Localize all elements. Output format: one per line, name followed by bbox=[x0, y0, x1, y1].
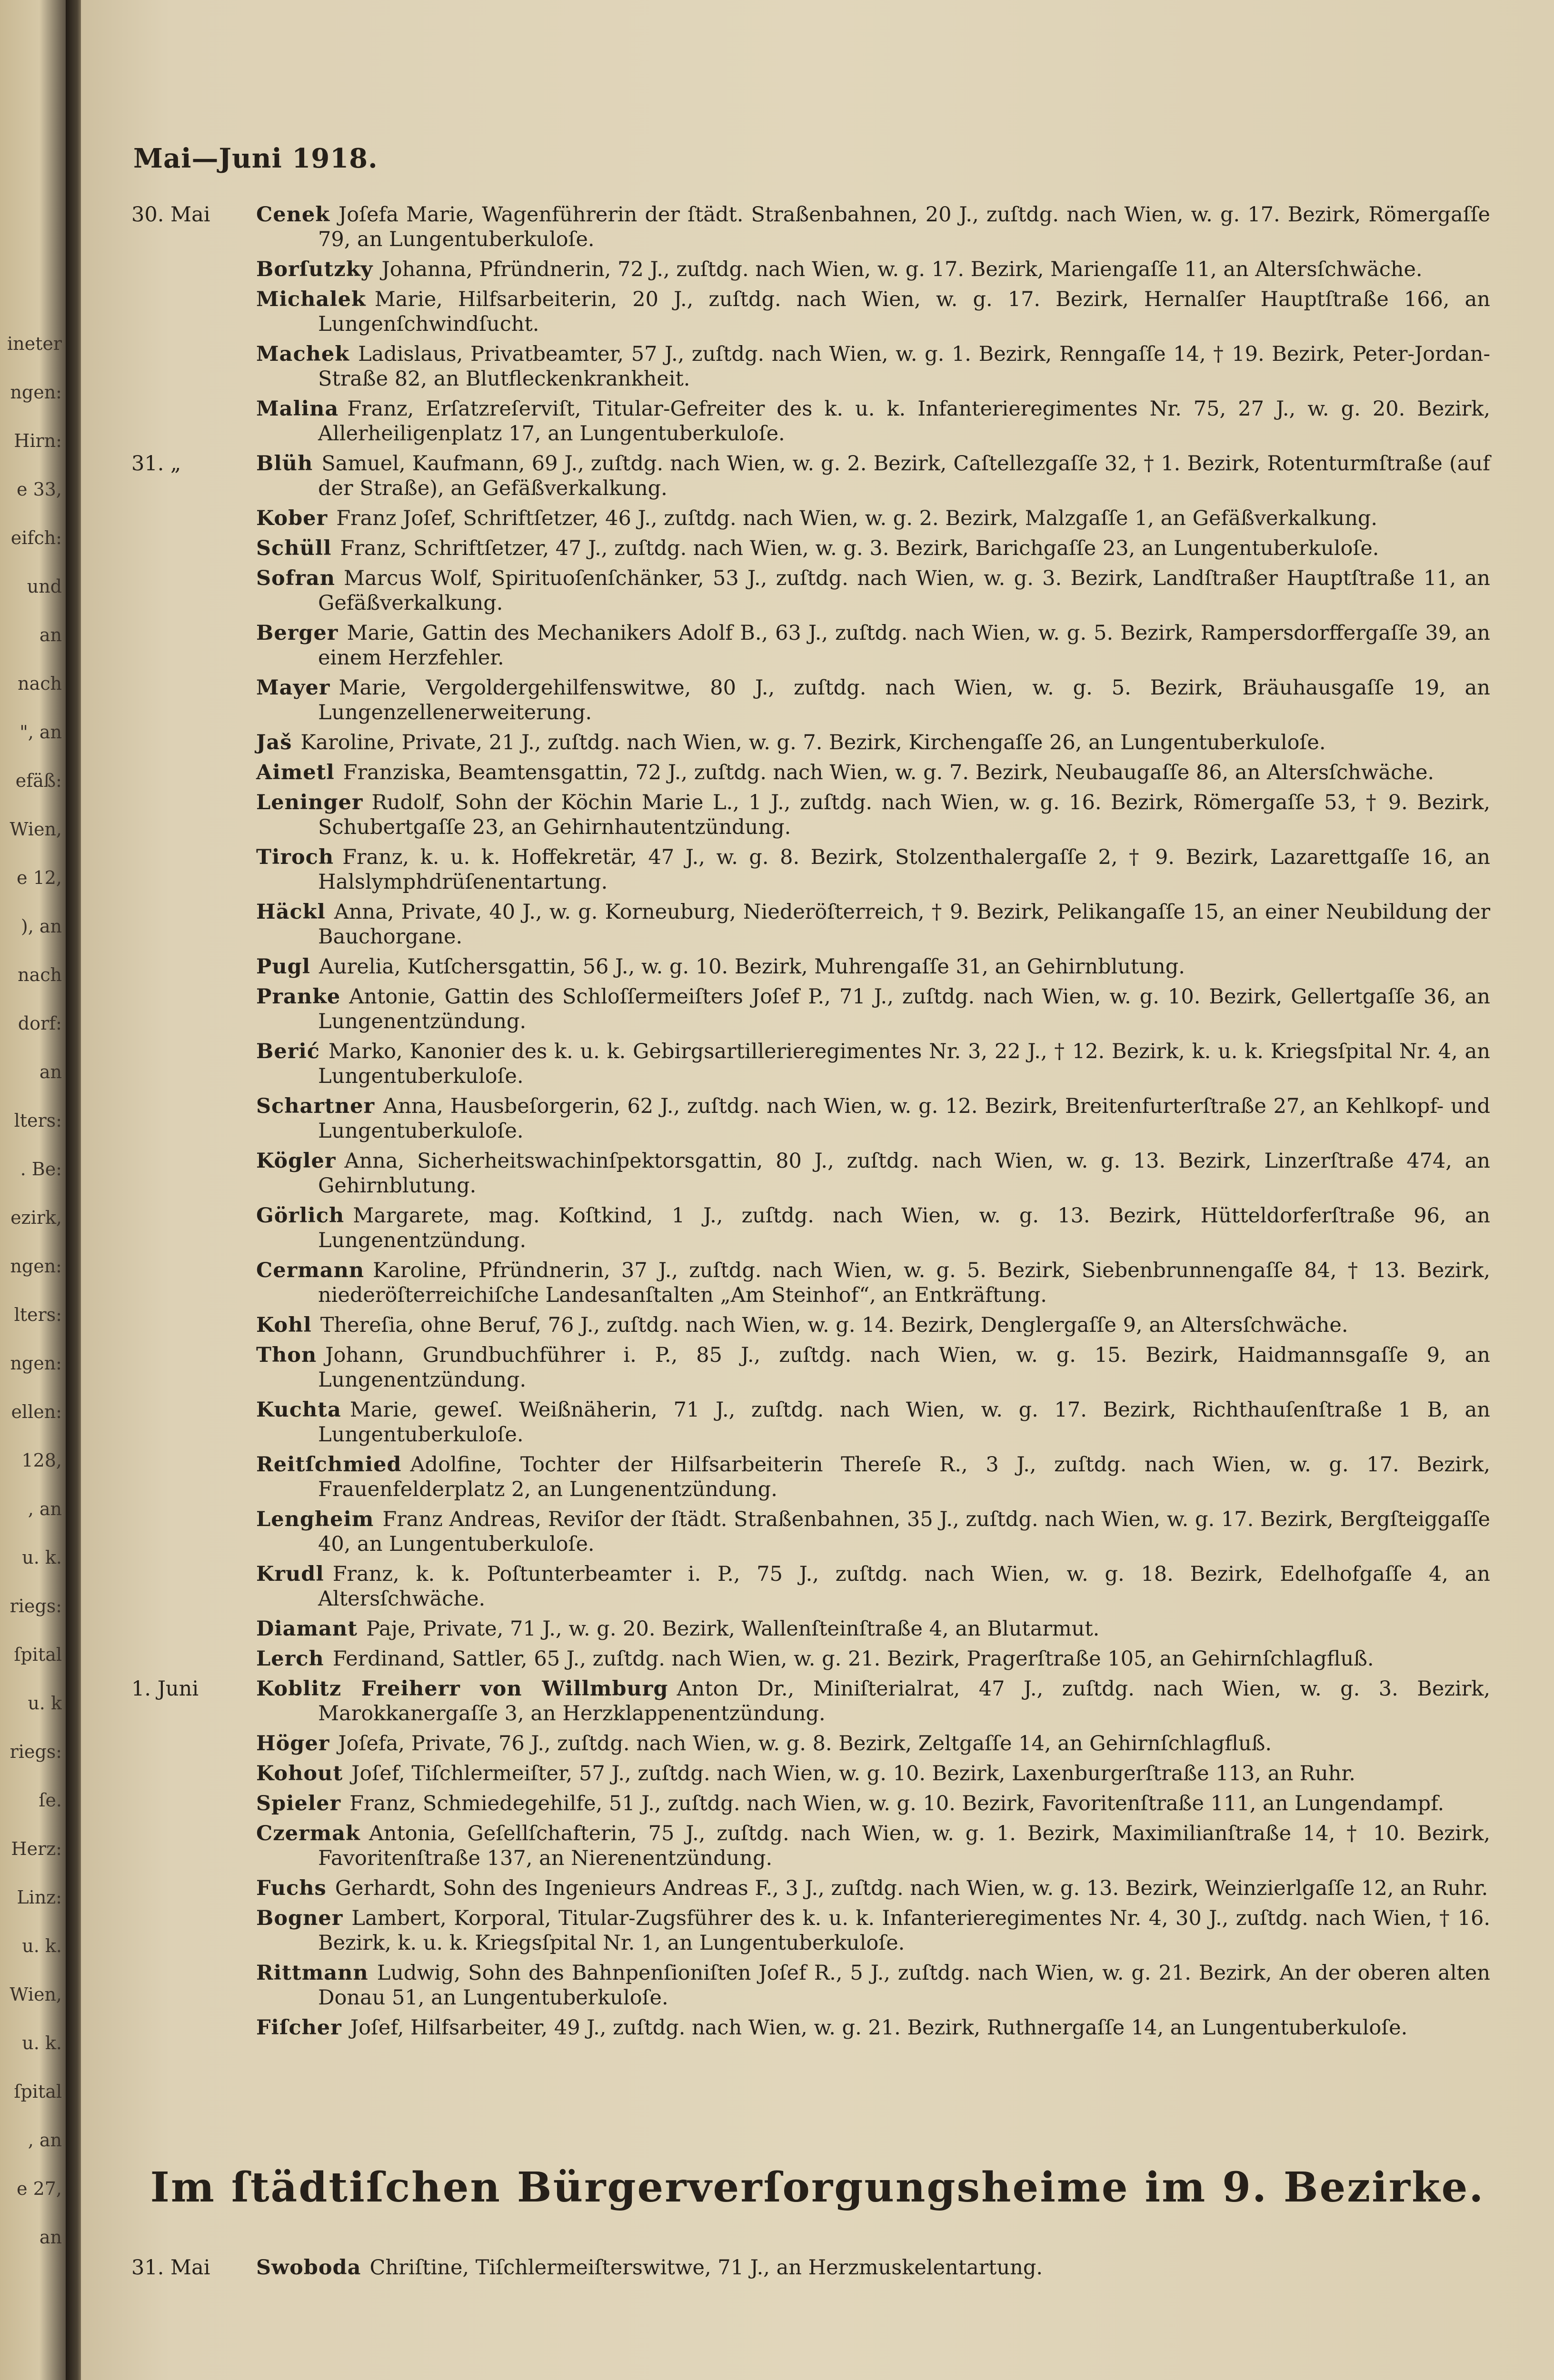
entry-body bbox=[256, 1313, 1490, 1338]
entry-details: Anton Dr., Miniſterialrat, 47 J., zuſtdg. nach Wien, w. g. 3. Bezirk, Marokkanergaſſe 3, an Herzklappenentzündung. bbox=[318, 1677, 1490, 1726]
register-entry bbox=[129, 1961, 1490, 2010]
entry-body bbox=[256, 1258, 1490, 1308]
entry-surname: Czermak bbox=[256, 1822, 360, 1845]
left-page-text-fragment: und bbox=[27, 576, 62, 597]
entry-details: Franz, Schriftſetzer, 47 J., zuſtdg. nach Wien, w. g. 3. Bezirk, Barichgaſſe 23, an Lungentuberkuloſe. bbox=[340, 536, 1379, 560]
entry-surname: Fiſcher bbox=[256, 2016, 342, 2040]
register-entry bbox=[129, 257, 1490, 282]
register-entry bbox=[129, 536, 1490, 561]
entry-details: Franz, Erſatzreſerviſt, Titular-Gefreiter des k. u. k. Infanterieregimentes Nr. 75, 27 J., w. g. 20. Bezirk, Allerheiligenplatz 17, an Lungentuberkuloſe. bbox=[318, 397, 1490, 446]
entry-surname: Fuchs bbox=[256, 1876, 327, 1900]
entry-details: Karoline, Pfründnerin, 37 J., zuſtdg. nach Wien, w. g. 5. Bezirk, Siebenbrunnengaſſe 84, † 13. Bezirk, niederöſterreichiſche Landesanſtalten „Am Steinhof“, an Entkräftung. bbox=[318, 1259, 1490, 1307]
entry-body bbox=[256, 1398, 1490, 1447]
register-entry bbox=[129, 954, 1490, 979]
entry-surname: Aimetl bbox=[256, 761, 335, 784]
entry-details: Margarete, mag. Koſtkind, 1 J., zuſtdg. nach Wien, w. g. 13. Bezirk, Hütteldorferſtraße 96, an Lungenentzündung. bbox=[318, 1204, 1490, 1252]
register-entry bbox=[129, 1906, 1490, 1955]
entry-details: Franz Andreas, Reviſor der ſtädt. Straßenbahnen, 35 J., zuſtdg. nach Wien, w. g. 17. Bezirk, Bergſteiggaſſe 40, an Lungentuberkuloſe. bbox=[318, 1507, 1490, 1556]
left-page-text-fragment: nach bbox=[18, 964, 62, 985]
left-page-text-fragment: riegs: bbox=[10, 1741, 62, 1762]
register-entry bbox=[129, 397, 1490, 446]
entry-body bbox=[256, 1906, 1490, 1955]
register-entry bbox=[129, 1761, 1490, 1786]
entry-body bbox=[256, 1616, 1490, 1641]
entry-body bbox=[256, 1452, 1490, 1502]
entry-surname: Cenek bbox=[256, 203, 330, 227]
register-entry bbox=[129, 845, 1490, 894]
entry-details: Thereſia, ohne Beruf, 76 J., zuſtdg. nach Wien, w. g. 14. Bezirk, Denglergaſſe 9, an Altersſchwäche. bbox=[320, 1313, 1348, 1337]
entry-body bbox=[256, 1876, 1490, 1901]
entry-date: 31. „ bbox=[131, 452, 181, 476]
entry-body bbox=[256, 1821, 1490, 1871]
entry-details: Joſef, Hilfsarbeiter, 49 J., zuſtdg. nach Wien, w. g. 21. Bezirk, Ruthnergaſſe 14, an Lungentuberkuloſe. bbox=[350, 2016, 1408, 2040]
left-page-text-fragment: ngen: bbox=[10, 1256, 62, 1277]
entry-body bbox=[256, 536, 1490, 561]
entry-details: Lambert, Korporal, Titular-Zugsführer des k. u. k. Infanterieregimentes Nr. 4, 30 J., zuſtdg. nach Wien, † 16. Bezirk, k. u. k. Kriegsſpital Nr. 1, an Lungentuberkuloſe. bbox=[318, 1906, 1490, 1955]
entry-surname: Schartner bbox=[256, 1094, 375, 1118]
entry-surname: Schüll bbox=[256, 536, 332, 560]
left-page-text-fragment: ", an bbox=[20, 722, 62, 743]
entry-details: Franziska, Beamtensgattin, 72 J., zuſtdg. nach Wien, w. g. 7. Bezirk, Neubaugaſſe 86, an Altersſchwäche. bbox=[343, 761, 1434, 784]
left-page-text-fragment: 128, bbox=[21, 1450, 62, 1471]
entry-body bbox=[256, 451, 1490, 501]
entry-details: Marie, Vergoldergehilfenswitwe, 80 J., zuſtdg. nach Wien, w. g. 5. Bezirk, Bräuhausgaſſe 19, an Lungenzellenerweiterung. bbox=[318, 676, 1490, 724]
entry-details: Rudolf, Sohn der Köchin Marie L., 1 J., zuſtdg. nach Wien, w. g. 16. Bezirk, Römergaſſe 53, † 9. Bezirk, Schubertgaſſe 23, an Gehirnhautentzündung. bbox=[318, 791, 1490, 839]
register-entry bbox=[129, 1452, 1490, 1502]
left-page-edge bbox=[0, 0, 71, 2380]
entry-details: Ferdinand, Sattler, 65 J., zuſtdg. nach Wien, w. g. 21. Bezirk, Pragerſtraße 105, an Gehirnſchlagfluß. bbox=[332, 1647, 1374, 1671]
left-page-text-fragment: Linz: bbox=[17, 1887, 62, 1908]
entry-body bbox=[256, 566, 1490, 615]
entry-surname: Berger bbox=[256, 621, 339, 645]
entry-surname: Sofran bbox=[256, 566, 336, 590]
entry-surname: Höger bbox=[256, 1732, 330, 1755]
register-entry bbox=[129, 1203, 1490, 1253]
left-page-text-fragment: ineter bbox=[7, 333, 62, 354]
register-entry bbox=[129, 1616, 1490, 1641]
register-entry bbox=[129, 1731, 1490, 1756]
entry-details: Gerhardt, Sohn des Ingenieurs Andreas F., 3 J., zuſtdg. nach Wien, w. g. 13. Bezirk, Weinzierlgaſſe 12, an Ruhr. bbox=[335, 1876, 1488, 1900]
left-page-text-fragment: u. k. bbox=[22, 1547, 62, 1568]
register-entry bbox=[129, 1398, 1490, 1447]
entry-body bbox=[256, 1676, 1490, 1726]
entry-body bbox=[256, 675, 1490, 725]
left-page-text-fragment: ngen: bbox=[10, 1353, 62, 1374]
entry-body bbox=[256, 287, 1490, 337]
left-page-text-fragment: eifch: bbox=[10, 527, 62, 548]
entry-surname: Kohout bbox=[256, 1762, 343, 1785]
entry-date: 1. Juni bbox=[131, 1677, 199, 1701]
entry-details: Marie, Gattin des Mechanikers Adolf B., 63 J., zuſtdg. nach Wien, w. g. 5. Bezirk, Rampersdorffergaſſe 39, an einem Herzfehler. bbox=[318, 621, 1490, 670]
entry-details: Marko, Kanonier des k. u. k. Gebirgsartillerieregimentes Nr. 3, 22 J., † 12. Bezirk, k. u. k. Kriegsſpital Nr. 4, an Lungentuberkuloſe. bbox=[318, 1040, 1490, 1088]
entry-details: Antonie, Gattin des Schloſſermeiſters Joſef P., 71 J., zuſtdg. nach Wien, w. g. 10. Bezirk, Gellertgaſſe 36, an Lungenentzündung. bbox=[318, 985, 1490, 1033]
entry-surname: Malina bbox=[256, 397, 339, 421]
register-entry bbox=[129, 730, 1490, 755]
left-page-text-fragment: u. k bbox=[28, 1693, 62, 1714]
register-entry bbox=[129, 506, 1490, 531]
entry-body bbox=[256, 900, 1490, 949]
entry-body bbox=[256, 1039, 1490, 1089]
entry-body bbox=[256, 1149, 1490, 1198]
entry-surname: Cermann bbox=[256, 1259, 365, 1282]
left-page-text-fragment: u. k. bbox=[22, 2033, 62, 2053]
entry-details: Franz, k. k. Poſtunterbeamter i. P., 75 J., zuſtdg. nach Wien, w. g. 18. Bezirk, Edelhofgaſſe 4, an Altersſchwäche. bbox=[318, 1562, 1490, 1611]
entry-details: Franz, Schmiedegehilfe, 51 J., zuſtdg. nach Wien, w. g. 10. Bezirk, Favoritenſtraße 111, an Lungendampf. bbox=[349, 1792, 1444, 1815]
entry-surname: Jaš bbox=[256, 731, 292, 754]
entry-surname: Koblitz Freiherr von Willmburg bbox=[256, 1677, 668, 1701]
register-entry bbox=[129, 675, 1490, 725]
entry-surname: Bogner bbox=[256, 1906, 343, 1930]
entry-body bbox=[256, 1791, 1490, 1816]
entry-surname: Lengheim bbox=[256, 1507, 374, 1531]
entry-body bbox=[256, 984, 1490, 1034]
register-entry bbox=[129, 1094, 1490, 1143]
entry-body bbox=[256, 1646, 1490, 1671]
entry-surname: Borſutzky bbox=[256, 258, 373, 281]
entry-details: Antonia, Geſellſchafterin, 75 J., zuſtdg. nach Wien, w. g. 1. Bezirk, Maximilianſtraße 14, † 10. Bezirk, Favoritenſtraße 137, an Nierenentzündung. bbox=[318, 1822, 1490, 1870]
entry-details: Samuel, Kaufmann, 69 J., zuſtdg. nach Wien, w. g. 2. Bezirk, Caſtellezgaſſe 32, † 1. Bezirk, Rotenturmſtraße (auf der Straße), an Gefäßverkalkung. bbox=[318, 452, 1490, 500]
entry-details: Ludwig, Sohn des Bahnpenſioniſten Joſef R., 5 J., zuſtdg. nach Wien, w. g. 21. Bezirk, An der oberen alten Donau 51, an Lungentuberkuloſe. bbox=[318, 1961, 1490, 2010]
register-entry bbox=[129, 1646, 1490, 1671]
section-heading: Im ſtädtiſchen Bürgerverſorgungsheime im 9. Bezirke. bbox=[150, 2163, 1485, 2211]
entry-body bbox=[256, 1731, 1490, 1756]
left-page-text-fragment: u. k. bbox=[22, 1935, 62, 1956]
left-page-text-fragment: an bbox=[39, 625, 62, 645]
entry-body bbox=[256, 2255, 1490, 2280]
register-entry bbox=[129, 451, 1490, 501]
register-entry bbox=[129, 790, 1490, 840]
register-entry bbox=[129, 1791, 1490, 1816]
left-page-text-fragment: Wien, bbox=[10, 1984, 62, 2005]
register-entry bbox=[129, 2015, 1490, 2040]
entry-body bbox=[256, 760, 1490, 785]
left-page-text-fragment: ſpital bbox=[14, 1644, 62, 1665]
left-page-text-fragment: Herz: bbox=[11, 1838, 62, 1859]
left-page-text-fragment: ), an bbox=[20, 916, 62, 937]
entry-surname: Machek bbox=[256, 342, 350, 366]
left-page-text-fragment: ſe. bbox=[39, 1790, 62, 1811]
left-page-text-fragment: efäß: bbox=[15, 770, 62, 791]
right-page bbox=[81, 0, 1554, 2380]
entry-surname: Berić bbox=[256, 1040, 320, 1063]
entry-body bbox=[256, 1562, 1490, 1611]
entry-surname: Rittmann bbox=[256, 1961, 369, 1985]
entry-surname: Pranke bbox=[256, 985, 341, 1009]
entry-details: Marcus Wolf, Spirituoſenſchänker, 53 J., zuſtdg. nach Wien, w. g. 3. Bezirk, Landſtraßer Hauptſtraße 11, an Gefäßverkalkung. bbox=[318, 566, 1490, 615]
register-entry bbox=[129, 1562, 1490, 1611]
entry-details: Johann, Grundbuchführer i. P., 85 J., zuſtdg. nach Wien, w. g. 15. Bezirk, Haidmannsgaſſe 9, an Lungenentzündung. bbox=[318, 1343, 1490, 1392]
left-page-text-fragment: e 33, bbox=[17, 479, 62, 500]
entry-surname: Reitſchmied bbox=[256, 1453, 402, 1477]
entry-surname: Kober bbox=[256, 506, 328, 530]
left-page-text-fragment: riegs: bbox=[10, 1596, 62, 1616]
entry-details: Paje, Private, 71 J., w. g. 20. Bezirk, Wallenſteinſtraße 4, an Blutarmut. bbox=[366, 1617, 1100, 1641]
entry-details: Marie, geweſ. Weißnäherin, 71 J., zuſtdg. nach Wien, w. g. 17. Bezirk, Richthauſenſtraße 1 B, an Lungentuberkuloſe. bbox=[318, 1398, 1490, 1447]
entry-details: Franz, k. u. k. Hoffekretär, 47 J., w. g. 8. Bezirk, Stolzenthalergaſſe 2, † 9. Bezirk, Lazarettgaſſe 16, an Halslymphdrüſenentartung. bbox=[318, 845, 1490, 894]
register-entry bbox=[129, 1676, 1490, 1726]
death-register-entries bbox=[129, 202, 1490, 2045]
register-entry bbox=[129, 1149, 1490, 1198]
entry-details: Anna, Private, 40 J., w. g. Korneuburg, Niederöſterreich, † 9. Bezirk, Pelikangaſſe 15, an einer Neubildung der Bauchorgane. bbox=[318, 900, 1490, 949]
left-page-text-fragment: ſpital bbox=[14, 2081, 62, 2102]
section-entries bbox=[129, 2255, 1490, 2285]
register-entry bbox=[129, 760, 1490, 785]
left-page-text-fragment: Hirn: bbox=[14, 430, 62, 451]
entry-surname: Tiroch bbox=[256, 845, 334, 869]
entry-details: Anna, Sicherheitswachinſpektorsgattin, 80 J., zuſtdg. nach Wien, w. g. 13. Bezirk, Linzerſtraße 474, an Gehirnblutung. bbox=[318, 1149, 1490, 1198]
register-entry bbox=[129, 1876, 1490, 1901]
entry-body bbox=[256, 1961, 1490, 2010]
entry-details: Marie, Hilfsarbeiterin, 20 J., zuſtdg. nach Wien, w. g. 17. Bezirk, Hernalſer Hauptſtraße 166, an Lungenſchwindſucht. bbox=[318, 288, 1490, 336]
register-entry bbox=[129, 1258, 1490, 1308]
entry-surname: Mayer bbox=[256, 676, 330, 700]
entry-surname: Kögler bbox=[256, 1149, 336, 1173]
register-entry bbox=[129, 900, 1490, 949]
register-entry bbox=[129, 1313, 1490, 1338]
left-page-text-fragment: Wien, bbox=[10, 819, 62, 840]
left-page-text-fragment: an bbox=[39, 1061, 62, 1082]
entry-details: Franz Joſef, Schriftſetzer, 46 J., zuſtdg. nach Wien, w. g. 2. Bezirk, Malzgaſſe 1, an Gefäßverkalkung. bbox=[336, 506, 1378, 530]
entry-body bbox=[256, 342, 1490, 391]
entry-surname: Kuchta bbox=[256, 1398, 341, 1422]
register-entry bbox=[129, 202, 1490, 252]
entry-body bbox=[256, 1203, 1490, 1253]
entry-body bbox=[256, 790, 1490, 840]
entry-body bbox=[256, 257, 1490, 282]
left-page-text-fragment: e 12, bbox=[17, 867, 62, 888]
entry-surname: Blüh bbox=[256, 452, 313, 476]
register-entry bbox=[129, 566, 1490, 615]
entry-surname: Spieler bbox=[256, 1792, 341, 1815]
entry-surname: Swoboda bbox=[256, 2256, 361, 2280]
entry-body bbox=[256, 845, 1490, 894]
entry-surname: Lerch bbox=[256, 1647, 324, 1671]
entry-body bbox=[256, 506, 1490, 531]
register-entry bbox=[129, 2255, 1490, 2280]
entry-details: Joſef, Tiſchlermeiſter, 57 J., zuſtdg. nach Wien, w. g. 10. Bezirk, Laxenburgerſtraße 113, an Ruhr. bbox=[351, 1762, 1355, 1785]
left-page-text-fragment: lters: bbox=[14, 1110, 62, 1131]
entry-surname: Krudl bbox=[256, 1562, 324, 1586]
entry-body bbox=[256, 1094, 1490, 1143]
entry-surname: Thon bbox=[256, 1343, 317, 1367]
entry-date: 30. Mai bbox=[131, 203, 210, 227]
register-entry bbox=[129, 621, 1490, 670]
entry-body bbox=[256, 2015, 1490, 2040]
left-page-text-fragment: ngen: bbox=[10, 382, 62, 403]
left-page-text-fragment: an bbox=[39, 2227, 62, 2248]
entry-body bbox=[256, 1507, 1490, 1557]
entry-body bbox=[256, 397, 1490, 446]
entry-details: Johanna, Pfründnerin, 72 J., zuſtdg. nach Wien, w. g. 17. Bezirk, Mariengaſſe 11, an Altersſchwäche. bbox=[381, 258, 1423, 281]
entry-date: 31. Mai bbox=[131, 2256, 210, 2280]
left-page-text-fragment: e 27, bbox=[17, 2178, 62, 2199]
left-page-text-fragment: , an bbox=[28, 2130, 62, 2151]
entry-surname: Michalek bbox=[256, 288, 366, 311]
entry-details: Anna, Hausbeſorgerin, 62 J., zuſtdg. nach Wien, w. g. 12. Bezirk, Breitenfurterſtraße 27, an Kehlkopf- und Lungentuberkuloſe. bbox=[318, 1094, 1490, 1143]
entry-details: Adolfine, Tochter der Hilfsarbeiterin Thereſe R., 3 J., zuſtdg. nach Wien, w. g. 17. Bezirk, Frauenfelderplatz 2, an Lungenentzündung. bbox=[318, 1453, 1490, 1501]
entry-body bbox=[256, 954, 1490, 979]
entry-surname: Görlich bbox=[256, 1204, 345, 1228]
register-entry bbox=[129, 342, 1490, 391]
entry-details: Karoline, Private, 21 J., zuſtdg. nach Wien, w. g. 7. Bezirk, Kirchengaſſe 26, an Lungentuberkuloſe. bbox=[300, 731, 1326, 754]
entry-surname: Häckl bbox=[256, 900, 326, 924]
left-page-text-fragment: nach bbox=[18, 673, 62, 694]
entry-surname: Leninger bbox=[256, 791, 363, 814]
left-page-text-fragment: , an bbox=[28, 1498, 62, 1519]
register-entry bbox=[129, 1039, 1490, 1089]
left-page-text-fragment: lters: bbox=[14, 1304, 62, 1325]
entry-details: Joſefa, Private, 76 J., zuſtdg. nach Wien, w. g. 8. Bezirk, Zeltgaſſe 14, an Gehirnſchlagfluß. bbox=[338, 1732, 1272, 1755]
register-entry bbox=[129, 984, 1490, 1034]
left-page-text-fragment: . Be: bbox=[20, 1159, 62, 1180]
entry-details: Ladislaus, Privatbeamter, 57 J., zuſtdg. nach Wien, w. g. 1. Bezirk, Renngaſſe 14, † 19. Bezirk, Peter-Jordan-Straße 82, an Blutfleckenkrankheit. bbox=[318, 342, 1490, 391]
register-entry bbox=[129, 1821, 1490, 1871]
register-entry bbox=[129, 287, 1490, 337]
left-page-text-fragment: ellen: bbox=[11, 1401, 62, 1422]
entry-body bbox=[256, 1343, 1490, 1392]
entry-body bbox=[256, 1761, 1490, 1786]
entry-details: Aurelia, Kutſchersgattin, 56 J., w. g. 10. Bezirk, Muhrengaſſe 31, an Gehirnblutung. bbox=[319, 955, 1185, 979]
entry-details: Chriſtine, Tiſchlermeiſterswitwe, 71 J., an Herzmuskelentartung. bbox=[369, 2256, 1043, 2280]
entry-surname: Pugl bbox=[256, 955, 310, 979]
entry-surname: Diamant bbox=[256, 1617, 358, 1641]
register-entry bbox=[129, 1507, 1490, 1557]
entry-body bbox=[256, 621, 1490, 670]
page-header: Mai—Juni 1918. bbox=[133, 143, 378, 174]
entry-details: Joſefa Marie, Wagenführerin der ſtädt. Straßenbahnen, 20 J., zuſtdg. nach Wien, w. g. 17. Bezirk, Römergaſſe 79, an Lungentuberkuloſe. bbox=[318, 203, 1490, 251]
entry-body bbox=[256, 730, 1490, 755]
left-page-text-fragment: dorf: bbox=[18, 1013, 62, 1034]
left-page-text-fragment: ezirk, bbox=[10, 1207, 62, 1228]
register-entry bbox=[129, 1343, 1490, 1392]
entry-surname: Kohl bbox=[256, 1313, 312, 1337]
entry-body bbox=[256, 202, 1490, 252]
